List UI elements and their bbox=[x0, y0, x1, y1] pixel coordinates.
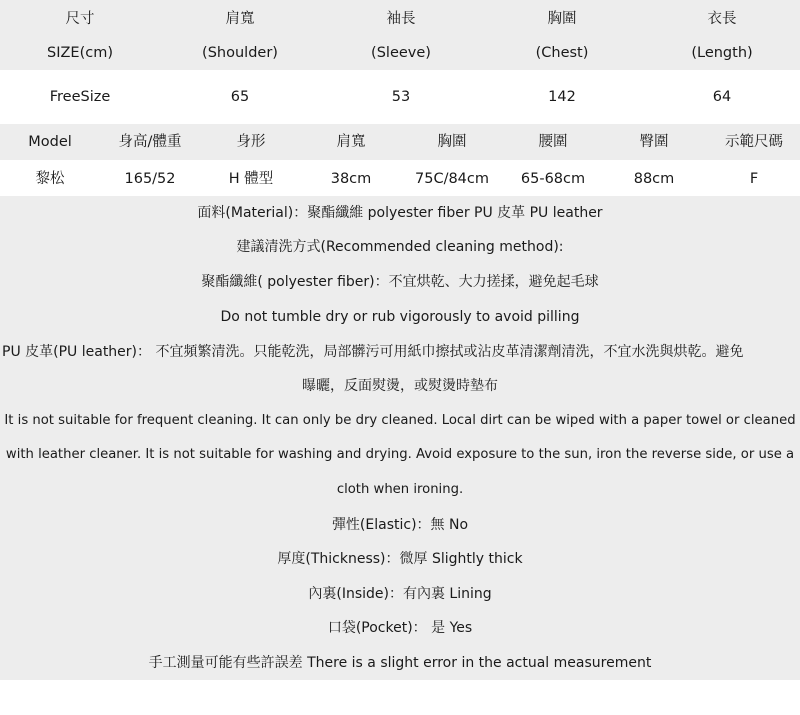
shoulder-value: 65 bbox=[230, 89, 250, 105]
header-model-shoulder: 肩寬 bbox=[336, 134, 366, 150]
elastic-line: 彈性(Elastic)：無 No bbox=[331, 517, 469, 533]
material-line: 面料(Material)：聚酯纖維 polyester fiber PU 皮革 PU leather bbox=[197, 205, 603, 221]
pu-care-en-line-3: cloth when ironing. bbox=[336, 482, 464, 497]
length-value: 64 bbox=[712, 89, 732, 105]
header-shoulder-cn: 肩寬 bbox=[225, 11, 255, 27]
model-header-row bbox=[0, 127, 800, 157]
header-model-chest: 胸圍 bbox=[437, 134, 467, 150]
header-demo-size: 示範尺碼 bbox=[725, 134, 783, 150]
header-size-en: SIZE(cm) bbox=[47, 45, 113, 61]
header-waist: 腰圍 bbox=[538, 134, 568, 150]
header-model: Model bbox=[28, 134, 72, 150]
sleeve-value: 53 bbox=[391, 89, 411, 105]
polyester-care-cn: 聚酯纖維( polyester fiber)：不宜烘乾、大力搓揉，避免起毛球 bbox=[201, 274, 599, 290]
header-length-cn: 衣長 bbox=[707, 11, 737, 27]
model-demo-size: F bbox=[749, 171, 759, 187]
header-hip: 臀圍 bbox=[639, 134, 669, 150]
details-band bbox=[0, 196, 800, 680]
inside-line: 內裏(Inside)：有內裏 Lining bbox=[308, 586, 492, 602]
model-hip: 88cm bbox=[633, 171, 675, 187]
header-size-cn: 尺寸 bbox=[65, 11, 95, 27]
size-value: FreeSize bbox=[49, 89, 111, 105]
cleaning-title: 建議清洗方式(Recommended cleaning method): bbox=[236, 239, 564, 255]
header-body-type: 身形 bbox=[236, 134, 266, 150]
measurement-note: 手工測量可能有些許誤差 There is a slight error in the actual measurement bbox=[148, 655, 652, 671]
chest-value: 142 bbox=[548, 89, 576, 105]
header-height-weight: 身高/體重 bbox=[118, 134, 182, 150]
size-data-row bbox=[0, 82, 800, 112]
model-shoulder: 38cm bbox=[330, 171, 372, 187]
pu-care-en-line-2: with leather cleaner. It is not suitable for washing and drying. Avoid exposure to the sun, iron the reverse side, or use a bbox=[5, 447, 795, 462]
model-body-type: H 體型 bbox=[228, 171, 274, 187]
model-chest: 75C/84cm bbox=[414, 171, 490, 187]
header-shoulder-en: (Shoulder) bbox=[202, 45, 278, 61]
model-name: 黎松 bbox=[35, 171, 65, 187]
model-height-weight: 165/52 bbox=[124, 171, 176, 187]
pu-care-cn-line-1: PU 皮革(PU leather)： 不宜頻繁清洗。只能乾洗，局部髒污可用紙巾擦拭或沾皮革清潔劑清洗，不宜水洗與烘乾。避免 bbox=[2, 344, 744, 360]
size-cn-header-row bbox=[0, 4, 800, 34]
pu-care-cn-line-2: 曝曬，反面熨燙，或熨燙時墊布 bbox=[302, 378, 498, 394]
header-length-en: (Length) bbox=[691, 45, 753, 61]
header-chest-cn: 胸圍 bbox=[547, 11, 577, 27]
model-data-row bbox=[0, 164, 800, 194]
header-sleeve-en: (Sleeve) bbox=[371, 45, 431, 61]
header-chest-en: (Chest) bbox=[535, 45, 589, 61]
header-sleeve-cn: 袖長 bbox=[386, 11, 416, 27]
polyester-care-en: Do not tumble dry or rub vigorously to avoid pilling bbox=[220, 309, 580, 325]
pu-care-en-line-1: It is not suitable for frequent cleaning. It can only be dry cleaned. Local dirt can be wiped with a paper towel or cleaned bbox=[4, 413, 796, 428]
size-en-header-row bbox=[0, 38, 800, 68]
pocket-line: 口袋(Pocket)： 是 Yes bbox=[327, 620, 473, 636]
model-waist: 65-68cm bbox=[520, 171, 586, 187]
thickness-line: 厚度(Thickness)：微厚 Slightly thick bbox=[277, 551, 523, 567]
